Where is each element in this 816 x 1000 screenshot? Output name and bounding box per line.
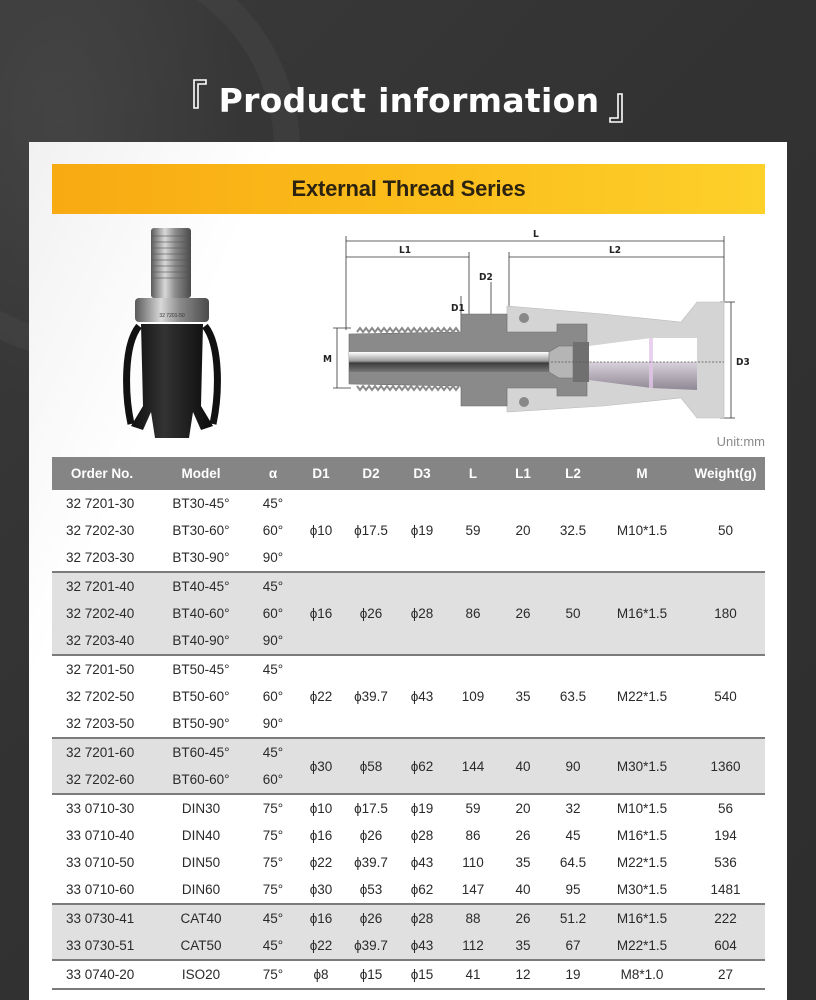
order-no: 33 0710-30 <box>66 801 135 816</box>
svg-text:L2: L2 <box>609 245 621 256</box>
d3: ϕ43 <box>410 938 434 953</box>
alpha: 75° <box>262 882 284 897</box>
order-no: 33 0730-41 <box>66 911 135 926</box>
m: M10*1.5 <box>616 801 668 816</box>
table-group-bt60 <box>52 739 765 795</box>
model: ISO20 <box>181 967 221 982</box>
order-no: 32 7203-50 <box>66 716 135 731</box>
table-group-bt30 <box>52 490 765 573</box>
alpha: 75° <box>262 855 284 870</box>
order-no: 32 7201-50 <box>66 662 135 677</box>
weight: 50 <box>717 523 734 538</box>
model: BT50-90° <box>172 716 230 731</box>
alpha: 60° <box>262 606 284 621</box>
d1: ϕ22 <box>309 689 333 704</box>
l: 41 <box>465 967 481 982</box>
order-no: 32 7203-40 <box>66 633 135 648</box>
weight: 27 <box>717 967 734 982</box>
alpha: 45° <box>262 938 284 953</box>
order-no: 33 0710-40 <box>66 828 135 843</box>
d3: ϕ28 <box>410 606 434 621</box>
svg-text:D2: D2 <box>479 272 493 283</box>
l: 147 <box>461 882 485 897</box>
page-title: Product information <box>218 80 600 120</box>
d1: ϕ30 <box>309 882 333 897</box>
d3: ϕ19 <box>410 523 434 538</box>
order-no: 32 7202-30 <box>66 523 135 538</box>
weight: 604 <box>714 938 737 953</box>
model: BT40-90° <box>172 633 230 648</box>
order-no: 32 7202-60 <box>66 772 135 787</box>
l: 88 <box>465 911 481 926</box>
d1: ϕ22 <box>309 855 333 870</box>
l1: 26 <box>515 828 531 843</box>
d2: ϕ26 <box>359 606 383 621</box>
d3: ϕ19 <box>410 801 434 816</box>
l2: 90 <box>565 758 581 774</box>
alpha: 90° <box>262 633 284 648</box>
alpha: 90° <box>262 550 284 565</box>
m: M8*1.0 <box>620 967 664 982</box>
alpha: 60° <box>262 689 284 704</box>
weight: 536 <box>714 855 737 870</box>
l: 59 <box>465 801 481 816</box>
unit-label: Unit:mm <box>716 434 765 449</box>
model: CAT40 <box>180 911 222 926</box>
svg-text:M: M <box>323 354 332 365</box>
order-no: 33 0710-50 <box>66 855 135 870</box>
m: M16*1.5 <box>616 606 668 621</box>
product-photo <box>117 226 227 442</box>
table-row <box>52 961 765 988</box>
model: DIN50 <box>181 855 221 870</box>
d1: ϕ30 <box>309 758 333 774</box>
l: 86 <box>465 828 481 843</box>
model: BT60-45° <box>172 745 230 760</box>
l2: 51.2 <box>559 911 587 926</box>
l1: 40 <box>515 882 531 897</box>
spec-table <box>52 457 765 990</box>
d2: ϕ26 <box>359 911 383 926</box>
technical-drawing <box>311 228 767 428</box>
m: M22*1.5 <box>616 855 668 870</box>
l2: 64.5 <box>559 855 587 870</box>
col-l: L <box>468 466 478 481</box>
col-m: M <box>636 466 648 481</box>
d3: ϕ62 <box>410 758 434 774</box>
d1: ϕ16 <box>309 606 333 621</box>
d2: ϕ39.7 <box>354 689 388 704</box>
alpha: 45° <box>262 662 284 677</box>
table-row <box>52 849 765 876</box>
model: BT60-60° <box>172 772 230 787</box>
svg-text:D1: D1 <box>451 303 465 314</box>
model: BT50-60° <box>172 689 230 704</box>
model: CAT50 <box>180 938 222 953</box>
order-no: 32 7201-60 <box>66 745 135 760</box>
l1: 26 <box>515 911 531 926</box>
order-no: 32 7203-30 <box>66 550 135 565</box>
order-no: 33 0740-20 <box>66 967 135 982</box>
model: BT40-60° <box>172 606 230 621</box>
d1: ϕ22 <box>309 938 333 953</box>
m: M22*1.5 <box>616 938 668 953</box>
weight: 1481 <box>710 882 741 897</box>
table-header <box>52 457 765 490</box>
order-no: 33 0730-51 <box>66 938 135 953</box>
l1: 35 <box>515 855 531 870</box>
alpha: 60° <box>262 772 284 787</box>
d1: ϕ8 <box>313 967 329 982</box>
col-d2: D2 <box>362 466 380 481</box>
l: 109 <box>461 689 485 704</box>
l: 144 <box>461 758 485 774</box>
table-group-iso <box>52 961 765 990</box>
l2: 45 <box>565 828 581 843</box>
l: 110 <box>462 855 484 870</box>
m: M10*1.5 <box>616 523 668 538</box>
d1: ϕ10 <box>309 801 333 816</box>
d2: ϕ17.5 <box>354 801 388 816</box>
alpha: 60° <box>262 523 284 538</box>
model: BT30-90° <box>172 550 230 565</box>
section-title: External Thread Series <box>291 176 526 201</box>
d3: ϕ43 <box>410 855 434 870</box>
model: DIN60 <box>181 882 221 897</box>
model: DIN30 <box>181 801 221 816</box>
weight: 194 <box>714 828 737 843</box>
m: M30*1.5 <box>616 758 668 774</box>
l2: 32 <box>565 801 581 816</box>
d2: ϕ26 <box>359 828 383 843</box>
l2: 63.5 <box>559 689 587 704</box>
order-no: 32 7202-50 <box>66 689 135 704</box>
col-model: Model <box>181 466 221 481</box>
d2: ϕ58 <box>359 758 383 774</box>
d1: ϕ16 <box>309 828 333 843</box>
l: 59 <box>465 523 481 538</box>
alpha: 45° <box>262 496 284 511</box>
svg-text:L1: L1 <box>399 245 411 256</box>
d3: ϕ43 <box>410 689 434 704</box>
table-row <box>52 822 765 849</box>
l: 86 <box>465 606 481 621</box>
alpha: 45° <box>262 745 284 760</box>
table-group-bt40 <box>52 573 765 656</box>
m: M16*1.5 <box>616 828 668 843</box>
svg-text:L: L <box>533 229 539 240</box>
l2: 32.5 <box>559 523 587 538</box>
d3: ϕ62 <box>410 882 434 897</box>
table-group-cat <box>52 905 765 961</box>
d2: ϕ39.7 <box>354 938 388 953</box>
model: DIN40 <box>181 828 221 843</box>
model: BT30-45° <box>172 496 230 511</box>
order-no: 33 0710-60 <box>66 882 135 897</box>
l1: 12 <box>515 967 531 982</box>
order-no: 32 7201-30 <box>66 496 135 511</box>
l2: 50 <box>565 606 581 621</box>
d3: ϕ28 <box>410 828 434 843</box>
d2: ϕ17.5 <box>354 523 388 538</box>
col-l1: L1 <box>515 466 531 481</box>
svg-text:D3: D3 <box>736 357 750 368</box>
model: BT40-45° <box>172 579 230 594</box>
weight: 540 <box>714 689 737 704</box>
d2: ϕ15 <box>359 967 383 982</box>
order-no: 32 7201-40 <box>66 579 135 594</box>
m: M22*1.5 <box>616 689 668 704</box>
l1: 20 <box>515 523 531 538</box>
d1: ϕ10 <box>309 523 333 538</box>
corner-bracket-open-icon <box>193 79 207 109</box>
svg-text:32 7201-50: 32 7201-50 <box>159 313 185 319</box>
model: BT30-60° <box>172 523 230 538</box>
alpha: 45° <box>262 579 284 594</box>
l1: 35 <box>515 938 531 953</box>
l: 112 <box>462 938 484 953</box>
d3: ϕ15 <box>410 967 434 982</box>
d2: ϕ53 <box>359 882 383 897</box>
l1: 20 <box>515 801 531 816</box>
col-d3: D3 <box>413 466 431 481</box>
model: BT50-45° <box>172 662 230 677</box>
weight: 222 <box>714 911 737 926</box>
col-alpha: α <box>268 466 278 481</box>
page-header <box>0 68 816 132</box>
alpha: 90° <box>262 716 284 731</box>
l2: 19 <box>565 967 581 982</box>
section-banner <box>52 164 765 214</box>
alpha: 45° <box>262 911 284 926</box>
weight: 56 <box>717 801 734 816</box>
l2: 67 <box>565 938 581 953</box>
table-group-bt50 <box>52 656 765 739</box>
d1: ϕ16 <box>309 911 333 926</box>
col-l2: L2 <box>565 466 581 481</box>
order-no: 32 7202-40 <box>66 606 135 621</box>
table-row <box>52 876 765 903</box>
table-group-din <box>52 795 765 905</box>
alpha: 75° <box>262 967 284 982</box>
table-row <box>52 795 765 822</box>
weight: 180 <box>714 606 737 621</box>
table-row <box>52 932 765 959</box>
col-d1: D1 <box>312 466 330 481</box>
m: M30*1.5 <box>616 882 668 897</box>
col-order-no: Order No. <box>70 466 134 481</box>
l2: 95 <box>565 882 581 897</box>
product-panel <box>29 142 787 1000</box>
l1: 26 <box>515 606 531 621</box>
corner-bracket-close-icon <box>609 93 623 123</box>
table-row <box>52 905 765 932</box>
l1: 40 <box>515 758 531 774</box>
l1: 35 <box>515 689 531 704</box>
d2: ϕ39.7 <box>354 855 388 870</box>
m: M16*1.5 <box>616 911 668 926</box>
d3: ϕ28 <box>410 911 434 926</box>
alpha: 75° <box>262 828 284 843</box>
alpha: 75° <box>262 801 284 816</box>
col-weight: Weight(g) <box>694 466 757 481</box>
weight: 1360 <box>710 758 741 774</box>
